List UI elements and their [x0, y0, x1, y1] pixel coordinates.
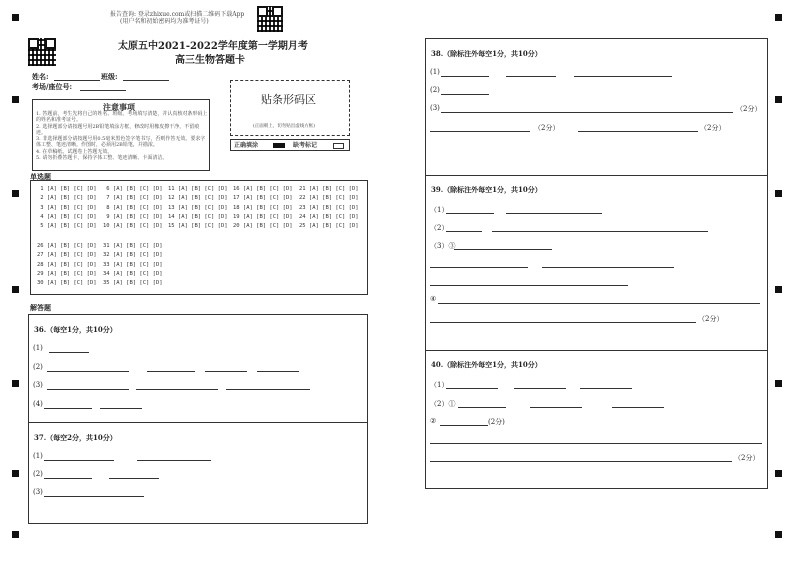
- mcq-question-1[interactable]: 1 [A] [B] [C] [D]: [37, 186, 97, 192]
- q36-blank[interactable]: [49, 352, 89, 353]
- q39-points: （2分）: [698, 315, 724, 323]
- mcq-question-33[interactable]: 33 [A] [B] [C] [D]: [103, 261, 163, 268]
- mcq-question-13[interactable]: 13 [A] [B] [C] [D]: [168, 204, 228, 211]
- mcq-question-35[interactable]: 35 [A] [B] [C] [D]: [103, 280, 163, 287]
- alignment-mark: [12, 380, 19, 387]
- mcq-question-23[interactable]: 23 [A] [B] [C] [D]: [299, 204, 359, 211]
- q40-blank[interactable]: [440, 425, 488, 426]
- mcq-question-9[interactable]: 9 [A] [B] [C] [D]: [103, 213, 163, 220]
- q36-part3-label: (3): [33, 381, 43, 389]
- mcq-question-11[interactable]: 11 [A] [B] [C] [D]: [168, 186, 228, 192]
- q37-blank[interactable]: [137, 460, 211, 461]
- notice-box: [32, 99, 210, 171]
- mcq-question-7[interactable]: 7 [A] [B] [C] [D]: [103, 195, 163, 202]
- q40-blank[interactable]: [430, 443, 762, 444]
- q40-points: （2分）: [734, 454, 760, 462]
- q40-blank[interactable]: [430, 461, 732, 462]
- section-divider: [426, 175, 767, 176]
- mcq-question-17[interactable]: 17 [A] [B] [C] [D]: [233, 195, 293, 202]
- q38-blank[interactable]: [574, 76, 672, 77]
- barcode-area: [230, 80, 350, 136]
- alignment-mark: [12, 190, 19, 197]
- alignment-mark: [12, 96, 19, 103]
- q38-part2-label: (2): [430, 86, 440, 94]
- class-field[interactable]: [123, 80, 169, 81]
- q38-blank[interactable]: [506, 76, 556, 77]
- mcq-question-3[interactable]: 3 [A] [B] [C] [D]: [37, 204, 97, 211]
- q39-blank[interactable]: [430, 322, 696, 323]
- alignment-mark: [775, 190, 782, 197]
- alignment-mark: [775, 470, 782, 477]
- q36-blank[interactable]: [47, 389, 129, 390]
- notice-item: 4. 在草稿纸、试题卷上答题无效。: [36, 148, 113, 155]
- q36-blank[interactable]: [205, 371, 247, 372]
- q38-blank[interactable]: [441, 94, 489, 95]
- q38-part1-label: (1): [430, 68, 440, 76]
- q39-blank[interactable]: [454, 249, 552, 250]
- q39-blank[interactable]: [430, 285, 628, 286]
- q40-blank[interactable]: [580, 388, 632, 389]
- mcq-question-31[interactable]: 31 [A] [B] [C] [D]: [103, 243, 163, 249]
- q36-heading: 36.（每空1分，共10分）: [34, 325, 117, 334]
- q38-heading: 38.（除标注外每空1分，共10分）: [431, 49, 542, 58]
- mcq-question-21[interactable]: 21 [A] [B] [C] [D]: [299, 186, 359, 192]
- mcq-question-32[interactable]: 32 [A] [B] [C] [D]: [103, 252, 163, 259]
- alignment-mark: [775, 380, 782, 387]
- class-label: 班级:: [101, 72, 118, 81]
- notice-item: 2. 选择题部分请按题号用2B铅笔填涂方框，修改时用橡皮擦干净，不留痕迹。: [36, 123, 200, 136]
- mcq-question-28[interactable]: 28 [A] [B] [C] [D]: [37, 261, 97, 268]
- notice-title: 注意事项: [103, 102, 135, 112]
- q38-blank[interactable]: [441, 76, 489, 77]
- alignment-mark: [775, 531, 782, 538]
- q39-blank[interactable]: [492, 231, 708, 232]
- q40-part3-label: ②: [430, 417, 437, 425]
- notice-item: 5. 请勿折叠答题卡，保持字体工整、笔迹清晰、卡面清洁。: [36, 155, 168, 162]
- alignment-mark: [12, 470, 19, 477]
- alignment-mark: [12, 531, 19, 538]
- mcq-question-2[interactable]: 2 [A] [B] [C] [D]: [37, 195, 97, 202]
- page-title: 太原五中2021-2022学年度第一学期月考: [118, 41, 308, 52]
- q38-part3-label: (3): [430, 104, 440, 112]
- report-notice: 报告查询: 登录zhixue.com或扫描二维码下载App: [110, 11, 245, 18]
- q40-part2-label: （2）①: [430, 400, 456, 408]
- q37-heading: 37.（每空2分，共10分）: [34, 433, 117, 442]
- q38-blank[interactable]: [430, 131, 530, 132]
- alignment-mark: [12, 14, 19, 21]
- q37-part3-label: (3): [33, 488, 43, 496]
- q36-part2-label: (2): [33, 363, 43, 371]
- qr-code-icon[interactable]: [257, 6, 283, 32]
- notice-item: 1. 答题前，考生先将自己的姓名、班级、考场填写清楚，并认真核对条形码上的姓名和准考证号。: [36, 111, 208, 124]
- q37-part2-label: (2): [33, 470, 43, 478]
- q40-points-short: (2分): [488, 418, 505, 426]
- q39-part1-label: （1）: [430, 206, 449, 214]
- exam-seat-field[interactable]: [80, 90, 126, 91]
- q38-points: （2分）: [534, 124, 560, 132]
- page-subtitle: 高三生物答题卡: [175, 55, 245, 66]
- answer-box-right: [425, 38, 768, 489]
- mcq-question-26[interactable]: 26 [A] [B] [C] [D]: [37, 243, 97, 249]
- mcq-question-18[interactable]: 18 [A] [B] [C] [D]: [233, 204, 293, 211]
- q39-part4-label: ④: [430, 295, 437, 303]
- q37-blank[interactable]: [44, 496, 144, 497]
- mcq-question-20[interactable]: 20 [A] [B] [C] [D]: [233, 223, 293, 230]
- q36-blank[interactable]: [136, 389, 218, 390]
- mcq-question-34[interactable]: 34 [A] [B] [C] [D]: [103, 270, 163, 277]
- mcq-question-22[interactable]: 22 [A] [B] [C] [D]: [299, 195, 359, 202]
- q40-blank[interactable]: [530, 407, 582, 408]
- q36-blank[interactable]: [257, 371, 299, 372]
- q36-blank[interactable]: [226, 389, 310, 390]
- barcode-note: (正面朝上，切勿贴出虚线方框): [253, 124, 316, 129]
- q38-points: （2分）: [700, 124, 726, 132]
- mcq-question-25[interactable]: 25 [A] [B] [C] [D]: [299, 223, 359, 230]
- q39-part3-label: （3）③: [430, 242, 456, 250]
- name-field[interactable]: [54, 80, 100, 81]
- name-label: 姓名:: [32, 72, 49, 81]
- qr-code-icon[interactable]: [28, 38, 56, 66]
- mcq-question-16[interactable]: 16 [A] [B] [C] [D]: [233, 186, 293, 192]
- absent-mark-label: 缺考标记: [293, 142, 318, 149]
- mcq-question-29[interactable]: 29 [A] [B] [C] [D]: [37, 270, 97, 277]
- q39-blank[interactable]: [430, 267, 528, 268]
- q39-blank[interactable]: [446, 231, 482, 232]
- q36-part4-label: (4): [33, 400, 43, 408]
- q38-blank[interactable]: [441, 112, 733, 113]
- q36-part1-label: (1): [33, 344, 43, 352]
- exam-seat-label: 考场/座位号:: [32, 82, 73, 91]
- q37-part1-label: (1): [33, 452, 43, 460]
- barcode-label: 贴条形码区: [261, 93, 316, 106]
- answer-section-title: 解答题: [30, 303, 51, 312]
- q36-blank[interactable]: [44, 408, 92, 409]
- q37-blank[interactable]: [109, 478, 159, 479]
- q36-blank[interactable]: [100, 408, 142, 409]
- q36-blank[interactable]: [147, 371, 195, 372]
- q39-blank[interactable]: [438, 303, 760, 304]
- mcq-title: 单选题: [30, 172, 51, 181]
- section-divider: [426, 350, 767, 351]
- q38-blank[interactable]: [578, 131, 698, 132]
- mcq-question-27[interactable]: 27 [A] [B] [C] [D]: [37, 252, 97, 259]
- alignment-mark: [12, 286, 19, 293]
- mcq-question-24[interactable]: 24 [A] [B] [C] [D]: [299, 213, 359, 220]
- q40-blank[interactable]: [514, 388, 566, 389]
- q36-blank[interactable]: [47, 371, 129, 372]
- q39-blank[interactable]: [542, 267, 674, 268]
- q39-heading: 39.（除标注外每空1分，共10分）: [431, 185, 542, 194]
- mcq-question-10[interactable]: 10 [A] [B] [C] [D]: [103, 223, 163, 230]
- alignment-mark: [775, 96, 782, 103]
- absent-mark-box[interactable]: [333, 143, 344, 149]
- correct-fill-sample: [273, 143, 285, 148]
- fill-example: [230, 139, 350, 151]
- mcq-question-14[interactable]: 14 [A] [B] [C] [D]: [168, 213, 228, 220]
- alignment-mark: [775, 14, 782, 21]
- q40-blank[interactable]: [458, 407, 506, 408]
- mcq-question-15[interactable]: 15 [A] [B] [C] [D]: [168, 223, 228, 230]
- q40-heading: 40.（除标注外每空1分，共10分）: [431, 360, 542, 369]
- q37-blank[interactable]: [44, 460, 114, 461]
- mcq-question-5[interactable]: 5 [A] [B] [C] [D]: [37, 223, 97, 230]
- notice-item: 3. 非选择题部分请按题号用0.5毫米黑色签字笔书写，否则作答无效。要求字体工整、笔迹清晰。作图时，必须用2B铅笔，并描浓。: [36, 136, 206, 149]
- q40-blank[interactable]: [446, 388, 498, 389]
- q38-points: （2分）: [736, 105, 762, 113]
- answer-box-left: [28, 314, 368, 524]
- q40-blank[interactable]: [612, 407, 664, 408]
- q40-part1-label: （1）: [430, 381, 449, 389]
- mcq-question-6[interactable]: 6 [A] [B] [C] [D]: [103, 186, 163, 192]
- mcq-question-19[interactable]: 19 [A] [B] [C] [D]: [233, 213, 293, 220]
- section-divider: [29, 422, 367, 423]
- q39-blank[interactable]: [446, 213, 494, 214]
- q39-part2-label: （2）: [430, 224, 449, 232]
- q37-blank[interactable]: [44, 478, 92, 479]
- mcq-question-30[interactable]: 30 [A] [B] [C] [D]: [37, 280, 97, 287]
- mcq-question-4[interactable]: 4 [A] [B] [C] [D]: [37, 213, 97, 220]
- mcq-question-12[interactable]: 12 [A] [B] [C] [D]: [168, 195, 228, 202]
- report-notice-sub: (用户名和初始密码均为准考证号): [120, 18, 209, 25]
- mcq-box: [30, 180, 368, 295]
- mcq-question-8[interactable]: 8 [A] [B] [C] [D]: [103, 204, 163, 211]
- alignment-mark: [775, 286, 782, 293]
- correct-fill-label: 正确填涂: [234, 142, 259, 149]
- q39-blank[interactable]: [506, 213, 602, 214]
